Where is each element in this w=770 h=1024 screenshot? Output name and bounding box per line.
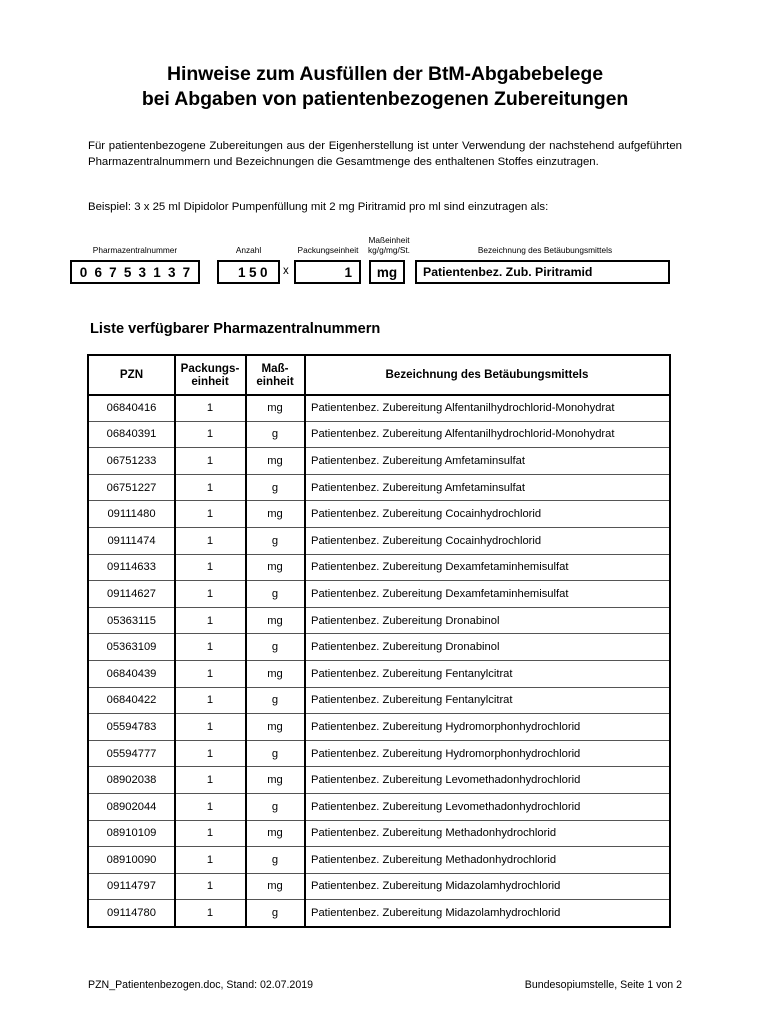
masseinheit-field-label [365, 236, 413, 255]
table-row [89, 421, 670, 448]
table-row [89, 687, 670, 714]
cell-masseinheit: g [246, 527, 305, 554]
col-header-masseinheit-line1: Maß- [261, 361, 289, 375]
pzn-digit: 3 [138, 264, 147, 280]
col-header-packungseinheit-line2: einheit [191, 375, 229, 388]
cell-packungseinheit: 1 [175, 448, 246, 475]
pzn-field-label: Pharmazentralnummer [92, 245, 178, 255]
table-row [89, 767, 670, 794]
table-body [89, 395, 670, 927]
col-header-pzn: PZN [89, 356, 175, 395]
table-row [89, 660, 670, 687]
cell-masseinheit: g [246, 474, 305, 501]
cell-packungseinheit: 1 [175, 527, 246, 554]
anzahl-field-label: Anzahl [235, 245, 262, 255]
table-row [89, 740, 670, 767]
cell-packungseinheit: 1 [175, 501, 246, 528]
table-column-separator [304, 354, 306, 928]
cell-masseinheit: mg [246, 554, 305, 581]
table-column-separator [245, 354, 247, 928]
page-footer [88, 979, 682, 991]
cell-masseinheit: mg [246, 607, 305, 634]
table-row [89, 501, 670, 528]
cell-bezeichnung: Patientenbez. Zubereitung Alfentanilhydrochlorid-Monohydrat [305, 395, 670, 422]
cell-bezeichnung: Patientenbez. Zubereitung Fentanylcitrat [305, 660, 670, 687]
cell-pzn: 09114780 [89, 900, 175, 927]
intro-text: Für patientenbezogene Zubereitungen aus der Eigenherstellung ist unter Verwendung der nachstehend aufgeführten Pharmazentralnummern und Bezeichnungen die Gesamtmenge des enthaltenen Stoffes einzutragen. [88, 140, 682, 169]
footer-left: PZN_Patientenbezogen.doc, Stand: 02.07.2019 [88, 979, 313, 991]
multiply-symbol: x [283, 265, 289, 277]
cell-packungseinheit: 1 [175, 421, 246, 448]
bezeichnung-field-box[interactable] [415, 260, 670, 284]
masseinheit-field-box[interactable] [369, 260, 405, 284]
section-heading: Liste verfügbarer Pharmazentralnummern [90, 321, 381, 337]
cell-pzn: 08910090 [89, 847, 175, 874]
title-line-1: Hinweise zum Ausfüllen der BtM-Abgabebelege [167, 63, 603, 85]
cell-pzn: 08910109 [89, 820, 175, 847]
cell-bezeichnung: Patientenbez. Zubereitung Dronabinol [305, 634, 670, 661]
table-row [89, 847, 670, 874]
cell-pzn: 09111474 [89, 527, 175, 554]
pzn-digit: 7 [182, 264, 191, 280]
form-example-row [70, 236, 690, 294]
cell-pzn: 05363109 [89, 634, 175, 661]
cell-bezeichnung: Patientenbez. Zubereitung Hydromorphonhydrochlorid [305, 714, 670, 741]
cell-packungseinheit: 1 [175, 660, 246, 687]
page-title [88, 62, 682, 112]
table-row [89, 634, 670, 661]
cell-packungseinheit: 1 [175, 474, 246, 501]
cell-bezeichnung: Patientenbez. Zubereitung Midazolamhydrochlorid [305, 900, 670, 927]
cell-masseinheit: mg [246, 767, 305, 794]
cell-masseinheit: mg [246, 873, 305, 900]
anzahl-field-box[interactable] [217, 260, 280, 284]
table-header [89, 356, 670, 395]
example-sentence: Beispiel: 3 x 25 ml Dipidolor Pumpenfüllung mit 2 mg Piritramid pro ml sind einzutragen als: [88, 201, 549, 213]
cell-masseinheit: mg [246, 395, 305, 422]
cell-pzn: 06751227 [89, 474, 175, 501]
table-row [89, 581, 670, 608]
cell-pzn: 05363115 [89, 607, 175, 634]
cell-masseinheit: mg [246, 501, 305, 528]
pzn-field-box[interactable] [70, 260, 200, 284]
table-row [89, 793, 670, 820]
table-row [89, 607, 670, 634]
col-header-packungseinheit-line1: Packungs- [180, 361, 240, 375]
cell-masseinheit: g [246, 581, 305, 608]
cell-bezeichnung: Patientenbez. Zubereitung Amfetaminsulfat [305, 448, 670, 475]
cell-packungseinheit: 1 [175, 900, 246, 927]
cell-pzn: 09114627 [89, 581, 175, 608]
cell-masseinheit: mg [246, 714, 305, 741]
cell-packungseinheit: 1 [175, 793, 246, 820]
col-header-packungseinheit [175, 356, 246, 395]
footer-right: Bundesopiumstelle, Seite 1 von 2 [524, 979, 682, 991]
table-row [89, 900, 670, 927]
cell-masseinheit: g [246, 900, 305, 927]
bezeichnung-field-label: Bezeichnung des Betäubungsmittels [477, 245, 613, 255]
cell-masseinheit: mg [246, 820, 305, 847]
cell-masseinheit: mg [246, 660, 305, 687]
table-row [89, 474, 670, 501]
packungseinheit-field-label: Packungseinheit [297, 245, 359, 255]
cell-packungseinheit: 1 [175, 714, 246, 741]
pzn-digit: 0 [79, 264, 88, 280]
cell-bezeichnung: Patientenbez. Zubereitung Methadonhydrochlorid [305, 847, 670, 874]
col-header-bezeichnung: Bezeichnung des Betäubungsmittels [305, 356, 670, 395]
cell-bezeichnung: Patientenbez. Zubereitung Cocainhydrochlorid [305, 527, 670, 554]
cell-masseinheit: g [246, 847, 305, 874]
cell-masseinheit: g [246, 740, 305, 767]
packungseinheit-value: 1 [344, 264, 352, 280]
cell-pzn: 05594783 [89, 714, 175, 741]
cell-pzn: 05594777 [89, 740, 175, 767]
cell-pzn: 06751233 [89, 448, 175, 475]
masseinheit-label-line1: Maßeinheit [368, 235, 410, 245]
table-row [89, 873, 670, 900]
cell-bezeichnung: Patientenbez. Zubereitung Dexamfetaminhemisulfat [305, 581, 670, 608]
table-row [89, 554, 670, 581]
cell-bezeichnung: Patientenbez. Zubereitung Levomethadonhydrochlorid [305, 767, 670, 794]
table-row [89, 527, 670, 554]
cell-packungseinheit: 1 [175, 581, 246, 608]
cell-bezeichnung: Patientenbez. Zubereitung Cocainhydrochlorid [305, 501, 670, 528]
table-row [89, 448, 670, 475]
table-header-row [89, 356, 670, 395]
intro-paragraph [88, 138, 682, 170]
pzn-digit: 1 [153, 264, 161, 280]
cell-packungseinheit: 1 [175, 395, 246, 422]
col-header-masseinheit-line2: einheit [256, 375, 294, 388]
table-row [89, 714, 670, 741]
cell-masseinheit: g [246, 793, 305, 820]
cell-packungseinheit: 1 [175, 634, 246, 661]
anzahl-value: 150 [237, 264, 271, 280]
cell-pzn: 08902044 [89, 793, 175, 820]
cell-pzn: 09114633 [89, 554, 175, 581]
cell-bezeichnung: Patientenbez. Zubereitung Amfetaminsulfat [305, 474, 670, 501]
cell-pzn: 06840422 [89, 687, 175, 714]
cell-bezeichnung: Patientenbez. Zubereitung Midazolamhydrochlorid [305, 873, 670, 900]
cell-pzn: 08902038 [89, 767, 175, 794]
cell-bezeichnung: Patientenbez. Zubereitung Fentanylcitrat [305, 687, 670, 714]
bezeichnung-value: Patientenbez. Zub. Piritramid [423, 265, 593, 279]
masseinheit-value: mg [376, 264, 398, 280]
cell-masseinheit: g [246, 634, 305, 661]
cell-bezeichnung: Patientenbez. Zubereitung Methadonhydrochlorid [305, 820, 670, 847]
masseinheit-label-line2: kg/g/mg/St. [368, 244, 410, 255]
cell-masseinheit: g [246, 687, 305, 714]
cell-packungseinheit: 1 [175, 767, 246, 794]
pzn-digit: 3 [167, 264, 176, 280]
cell-bezeichnung: Patientenbez. Zubereitung Dexamfetaminhemisulfat [305, 554, 670, 581]
cell-pzn: 09111480 [89, 501, 175, 528]
pzn-digit: 5 [123, 264, 132, 280]
cell-pzn: 06840391 [89, 421, 175, 448]
cell-pzn: 06840416 [89, 395, 175, 422]
cell-masseinheit: mg [246, 448, 305, 475]
cell-packungseinheit: 1 [175, 873, 246, 900]
cell-pzn: 09114797 [89, 873, 175, 900]
cell-packungseinheit: 1 [175, 820, 246, 847]
cell-packungseinheit: 1 [175, 554, 246, 581]
pzn-digit: 6 [94, 264, 102, 280]
cell-bezeichnung: Patientenbez. Zubereitung Dronabinol [305, 607, 670, 634]
packungseinheit-field-box[interactable] [294, 260, 361, 284]
pzn-digit: 7 [109, 264, 117, 280]
cell-pzn: 06840439 [89, 660, 175, 687]
cell-masseinheit: g [246, 421, 305, 448]
cell-bezeichnung: Patientenbez. Zubereitung Hydromorphonhydrochlorid [305, 740, 670, 767]
cell-bezeichnung: Patientenbez. Zubereitung Alfentanilhydrochlorid-Monohydrat [305, 421, 670, 448]
cell-packungseinheit: 1 [175, 607, 246, 634]
cell-bezeichnung: Patientenbez. Zubereitung Levomethadonhydrochlorid [305, 793, 670, 820]
table-column-separator [174, 354, 176, 928]
cell-packungseinheit: 1 [175, 687, 246, 714]
table-row [89, 820, 670, 847]
cell-packungseinheit: 1 [175, 847, 246, 874]
title-line-2: bei Abgaben von patientenbezogenen Zubereitungen [141, 88, 629, 110]
cell-packungseinheit: 1 [175, 740, 246, 767]
table-row [89, 395, 670, 422]
col-header-masseinheit [246, 356, 305, 395]
